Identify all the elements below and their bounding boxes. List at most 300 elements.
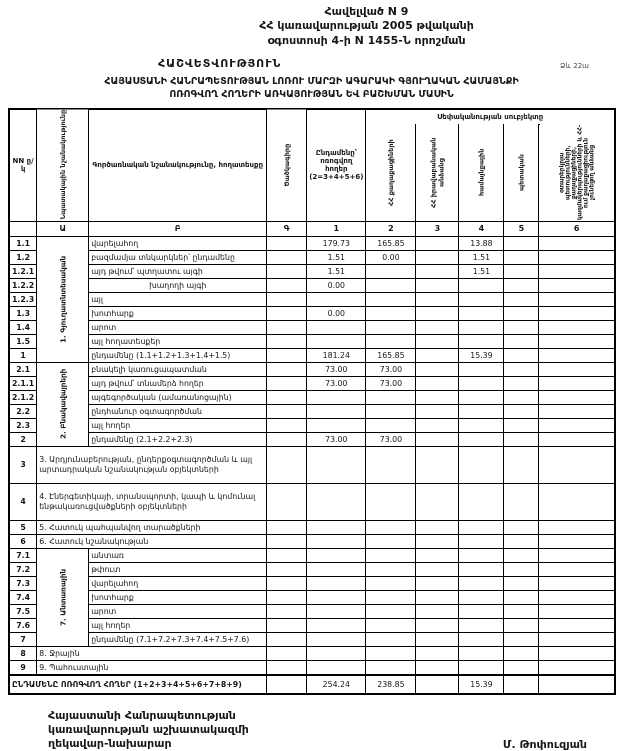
row-number: 3	[9, 446, 37, 483]
value-cell	[504, 376, 539, 390]
value-cell	[307, 618, 366, 632]
value-cell: 238.85	[366, 675, 416, 694]
row-number: 1.2.2	[9, 278, 37, 292]
code-cell	[267, 618, 307, 632]
row-number: 1.2.1	[9, 264, 37, 278]
value-cell	[416, 236, 459, 250]
value-cell	[416, 576, 459, 590]
value-cell	[539, 520, 615, 534]
row-label: խոտհարք	[89, 590, 267, 604]
value-cell	[539, 446, 615, 483]
row-label: այլ հողեր	[89, 418, 267, 432]
table-row	[9, 250, 615, 264]
row-number: 4	[9, 483, 37, 520]
table-row	[9, 418, 615, 432]
value-cell: 1.51	[307, 264, 366, 278]
row-label: 6. Հատուկ նշանակության	[37, 534, 267, 548]
value-cell	[539, 292, 615, 306]
row-label: 5. Հատուկ պահպանվող տարածքների	[37, 520, 267, 534]
value-cell	[504, 404, 539, 418]
value-cell	[307, 548, 366, 562]
value-cell	[366, 590, 416, 604]
code-cell	[267, 306, 307, 320]
value-cell	[459, 562, 504, 576]
table-row	[9, 446, 615, 483]
office-line1: Հայաստանի Հանրապետության	[48, 708, 236, 722]
value-cell	[539, 483, 615, 520]
row-label: այդ թվում՝ պտղատու այգի	[89, 264, 267, 278]
code-cell	[267, 320, 307, 334]
table-row	[9, 306, 615, 320]
row-label: 3. Արդյունաբերության, ընդերքօգտագործման և այլ արտադրական նշանակության օբյեկտների	[37, 446, 267, 483]
table-row	[9, 483, 615, 520]
value-cell	[504, 675, 539, 694]
value-cell	[366, 264, 416, 278]
signature-name: Մ. Թոփուզյան	[502, 738, 587, 751]
code-cell	[267, 675, 307, 694]
column-number: 5	[504, 221, 539, 236]
row-number: 2	[9, 432, 37, 446]
value-cell	[504, 446, 539, 483]
code-cell	[267, 520, 307, 534]
value-cell: 165.85	[366, 348, 416, 362]
value-cell	[307, 604, 366, 618]
table-row	[9, 390, 615, 404]
value-cell	[366, 404, 416, 418]
table-row	[9, 604, 615, 618]
value-cell	[459, 590, 504, 604]
column-number: 1	[307, 221, 366, 236]
value-cell	[459, 306, 504, 320]
report-table-head	[9, 109, 615, 237]
row-number: 7	[9, 632, 37, 646]
value-cell	[504, 362, 539, 376]
value-cell	[366, 418, 416, 432]
value-cell: 73.00	[307, 376, 366, 390]
annex-line1: Հավելված N 9	[324, 5, 409, 18]
value-cell: 181.24	[307, 348, 366, 362]
column-number: Ա	[37, 221, 89, 236]
row-number: 1	[9, 348, 37, 362]
col-header-foreign: օտարերկրյա պետությունների, քաղաքացիների, կազմակերպությունների և ՀՀ-ում քաղաքացիություն չունեցող անձանց	[539, 124, 615, 221]
value-cell	[459, 320, 504, 334]
value-cell	[539, 646, 615, 660]
value-cell	[504, 660, 539, 675]
value-cell	[504, 548, 539, 562]
value-cell	[416, 306, 459, 320]
row-number: 2.2	[9, 404, 37, 418]
value-cell	[504, 520, 539, 534]
value-cell	[307, 390, 366, 404]
value-cell	[539, 562, 615, 576]
value-cell	[504, 632, 539, 646]
value-cell	[504, 264, 539, 278]
code-cell	[267, 548, 307, 562]
value-cell	[504, 590, 539, 604]
row-number: 7.6	[9, 618, 37, 632]
value-cell	[539, 334, 615, 348]
report-label-row	[6, 57, 617, 70]
value-cell: 1.51	[459, 264, 504, 278]
row-number: 7.5	[9, 604, 37, 618]
row-label: այլ հողեր	[89, 618, 267, 632]
value-cell: 1.51	[459, 250, 504, 264]
row-number: 2.3	[9, 418, 37, 432]
value-cell: 15.39	[459, 675, 504, 694]
value-cell	[416, 250, 459, 264]
value-cell	[366, 534, 416, 548]
table-row	[9, 660, 615, 675]
row-number: 2.1	[9, 362, 37, 376]
value-cell	[504, 646, 539, 660]
row-number: 5	[9, 520, 37, 534]
value-cell	[539, 618, 615, 632]
value-cell	[366, 548, 416, 562]
column-number: 4	[459, 221, 504, 236]
value-cell	[539, 548, 615, 562]
annex-line3: օգոստոսի 4-ի N 1455-Ն որոշման	[267, 33, 466, 47]
value-cell	[539, 632, 615, 646]
value-cell	[366, 306, 416, 320]
value-cell: 73.00	[307, 362, 366, 376]
value-cell	[539, 576, 615, 590]
col-header-ownership-group: Սեփականության սուբյեկտը	[366, 109, 615, 125]
table-row	[9, 520, 615, 534]
value-cell	[459, 292, 504, 306]
table-row	[9, 562, 615, 576]
value-cell	[416, 376, 459, 390]
value-cell	[366, 562, 416, 576]
category-group-label: 7. Անտառային	[37, 548, 89, 646]
value-cell	[307, 292, 366, 306]
column-number: 6	[539, 221, 615, 236]
value-cell	[459, 362, 504, 376]
report-label: ՀԱՇՎԵՏՎՈՒԹՅՈՒՆ	[158, 56, 282, 70]
column-number-row	[9, 221, 615, 236]
value-cell	[416, 590, 459, 604]
table-row	[9, 404, 615, 418]
value-cell	[504, 534, 539, 548]
value-cell	[366, 390, 416, 404]
value-cell	[366, 604, 416, 618]
row-number: 1.4	[9, 320, 37, 334]
value-cell	[366, 646, 416, 660]
row-number: 7.2	[9, 562, 37, 576]
row-label: խաղողի այգի	[89, 278, 267, 292]
value-cell: 13.88	[459, 236, 504, 250]
value-cell	[366, 576, 416, 590]
code-cell	[267, 236, 307, 250]
value-cell	[416, 483, 459, 520]
value-cell	[416, 334, 459, 348]
value-cell	[504, 236, 539, 250]
value-cell	[416, 320, 459, 334]
row-label: ընդամենը (7.1+7.2+7.3+7.4+7.5+7.6)	[89, 632, 267, 646]
row-label: ընդհանուր օգտագործման	[89, 404, 267, 418]
table-row	[9, 264, 615, 278]
value-cell	[416, 446, 459, 483]
value-cell	[416, 362, 459, 376]
value-cell	[307, 632, 366, 646]
value-cell	[539, 418, 615, 432]
row-number: 1.1	[9, 236, 37, 250]
value-cell	[539, 278, 615, 292]
row-label: վարելահող	[89, 236, 267, 250]
value-cell	[416, 604, 459, 618]
value-cell	[366, 292, 416, 306]
value-cell	[504, 562, 539, 576]
value-cell	[416, 432, 459, 446]
table-row	[9, 292, 615, 306]
value-cell	[539, 236, 615, 250]
value-cell	[459, 604, 504, 618]
table-row	[9, 432, 615, 446]
row-label: անտառ	[89, 548, 267, 562]
value-cell	[416, 632, 459, 646]
code-cell	[267, 604, 307, 618]
code-cell	[267, 562, 307, 576]
value-cell	[539, 675, 615, 694]
row-number: 7.1	[9, 548, 37, 562]
code-cell	[267, 632, 307, 646]
value-cell	[504, 278, 539, 292]
code-cell	[267, 418, 307, 432]
report-table-body	[9, 236, 615, 694]
code-cell	[267, 432, 307, 446]
table-row	[9, 334, 615, 348]
table-row	[9, 632, 615, 646]
value-cell	[307, 334, 366, 348]
value-cell	[416, 292, 459, 306]
column-number	[9, 221, 37, 236]
value-cell	[307, 446, 366, 483]
footer	[6, 709, 617, 751]
value-cell	[366, 483, 416, 520]
code-cell	[267, 446, 307, 483]
code-cell	[267, 292, 307, 306]
value-cell: 73.00	[366, 432, 416, 446]
value-cell	[307, 646, 366, 660]
value-cell	[416, 348, 459, 362]
row-label: ընդամենը (1.1+1.2+1.3+1.4+1.5)	[89, 348, 267, 362]
category-group-label: 2. Բնակավայրերի	[37, 362, 89, 446]
row-label: ընդամենը (2.1+2.2+2.3)	[89, 432, 267, 446]
grand-total-row	[9, 675, 615, 694]
code-cell	[267, 334, 307, 348]
value-cell	[307, 590, 366, 604]
code-cell	[267, 376, 307, 390]
row-number: 1.3	[9, 306, 37, 320]
value-cell: 73.00	[366, 376, 416, 390]
value-cell	[539, 362, 615, 376]
form-code: Ձև 22ա	[560, 61, 589, 70]
value-cell: 0.00	[307, 306, 366, 320]
table-row	[9, 646, 615, 660]
value-cell	[539, 590, 615, 604]
value-cell	[307, 404, 366, 418]
value-cell: 165.85	[366, 236, 416, 250]
code-cell	[267, 362, 307, 376]
value-cell	[307, 660, 366, 675]
value-cell	[459, 483, 504, 520]
table-row	[9, 590, 615, 604]
office-line3: ղեկավար-նախարար	[48, 737, 172, 751]
table-row	[9, 618, 615, 632]
value-cell	[459, 534, 504, 548]
value-cell	[416, 534, 459, 548]
row-number: 8	[9, 646, 37, 660]
table-row	[9, 236, 615, 250]
row-label: արոտ	[89, 320, 267, 334]
value-cell	[459, 632, 504, 646]
row-label: 4. Էներգետիկայի, տրանսպորտի, կապի և կոմունալ ենթակառուցվածքների օբյեկտների	[37, 483, 267, 520]
value-cell	[459, 376, 504, 390]
value-cell	[416, 660, 459, 675]
value-cell	[504, 292, 539, 306]
value-cell	[459, 432, 504, 446]
row-number: 6	[9, 534, 37, 548]
value-cell	[307, 534, 366, 548]
column-number: 3	[416, 221, 459, 236]
row-label: խոտհարք	[89, 306, 267, 320]
value-cell	[459, 390, 504, 404]
value-cell	[416, 562, 459, 576]
code-cell	[267, 534, 307, 548]
value-cell: 179.73	[307, 236, 366, 250]
table-row	[9, 348, 615, 362]
value-cell	[307, 483, 366, 520]
code-cell	[267, 390, 307, 404]
grand-total-label: ԸՆԴԱՄԵՆԸ ՈՌՈԳՎՈՂ ՀՈՂԵՐ (1+2+3+4+5+6+7+8+9)	[9, 675, 267, 694]
value-cell	[504, 604, 539, 618]
col-header-function: Գործառնական նշանակությունը, հողատեսքը	[89, 109, 267, 222]
value-cell	[366, 660, 416, 675]
table-row	[9, 320, 615, 334]
col-header-communal: համայնքային	[459, 124, 504, 221]
value-cell	[504, 432, 539, 446]
value-cell	[307, 576, 366, 590]
row-number: 7.4	[9, 590, 37, 604]
code-cell	[267, 646, 307, 660]
value-cell	[504, 348, 539, 362]
value-cell	[504, 390, 539, 404]
value-cell	[539, 264, 615, 278]
value-cell	[459, 404, 504, 418]
page-title-line2: ՈՌՈԳՎՈՂ ՀՈՂԵՐԻ ԱՌԿԱՅՈՒԹՅԱՆ ԵՎ ԲԱՇԽՄԱՆ ՄԱՍԻՆ	[169, 88, 454, 100]
office-line2: կառավարության աշխատակազմի	[48, 722, 249, 736]
value-cell	[366, 334, 416, 348]
value-cell	[416, 390, 459, 404]
page-title	[6, 76, 617, 102]
value-cell	[459, 334, 504, 348]
col-header-nn: NN ը/կ	[9, 109, 37, 222]
value-cell	[459, 548, 504, 562]
col-header-purpose: Նպատակային նշանակությունը	[37, 109, 89, 222]
value-cell	[504, 483, 539, 520]
value-cell	[504, 250, 539, 264]
value-cell: 73.00	[366, 362, 416, 376]
value-cell	[366, 520, 416, 534]
value-cell	[307, 418, 366, 432]
value-cell	[539, 404, 615, 418]
table-row	[9, 376, 615, 390]
value-cell	[307, 562, 366, 576]
value-cell	[539, 376, 615, 390]
code-cell	[267, 483, 307, 520]
value-cell	[504, 320, 539, 334]
value-cell	[539, 660, 615, 675]
row-label: 9. Պահուստային	[37, 660, 267, 675]
col-header-code: Ծածկագիրը	[267, 109, 307, 222]
value-cell	[539, 320, 615, 334]
row-number: 2.1.1	[9, 376, 37, 390]
table-row	[9, 278, 615, 292]
row-number: 7.3	[9, 576, 37, 590]
value-cell: 254.24	[307, 675, 366, 694]
value-cell	[504, 576, 539, 590]
value-cell	[504, 334, 539, 348]
value-cell	[459, 618, 504, 632]
annex-line2: ՀՀ կառավարության 2005 թվականի	[259, 19, 474, 33]
value-cell	[459, 418, 504, 432]
col-header-citizens: ՀՀ քաղաքացիների	[366, 124, 416, 221]
value-cell: 0.00	[366, 250, 416, 264]
row-label: թփուտ	[89, 562, 267, 576]
col-header-total: Ընդամենը՝ ոռոգվող հողեր (2=3+4+5+6)	[307, 109, 366, 222]
value-cell	[504, 618, 539, 632]
value-cell: 1.51	[307, 250, 366, 264]
value-cell	[459, 278, 504, 292]
code-cell	[267, 590, 307, 604]
row-label: այլ հողատեսքեր	[89, 334, 267, 348]
value-cell	[459, 660, 504, 675]
row-number: 2.1.2	[9, 390, 37, 404]
column-number: Բ	[89, 221, 267, 236]
row-label: այգեգործական (ամառանոցային)	[89, 390, 267, 404]
page-title-line1: ՀԱՅԱՍՏԱՆԻ ՀԱՆՐԱՊԵՏՈՒԹՅԱՆ ԼՈՌՈՒ ՄԱՐԶԻ ԱԳԱՐԱԿԻ ԳՅՈՒՂԱԿԱՆ ՀԱՄԱՅՆՔԻ	[104, 75, 519, 87]
value-cell	[416, 278, 459, 292]
value-cell: 73.00	[307, 432, 366, 446]
report-table	[8, 108, 616, 695]
value-cell: 15.39	[459, 348, 504, 362]
value-cell	[539, 534, 615, 548]
code-cell	[267, 660, 307, 675]
value-cell	[504, 418, 539, 432]
value-cell	[307, 520, 366, 534]
code-cell	[267, 250, 307, 264]
value-cell	[416, 418, 459, 432]
code-cell	[267, 278, 307, 292]
row-number: 1.2	[9, 250, 37, 264]
code-cell	[267, 404, 307, 418]
table-row	[9, 576, 615, 590]
value-cell	[539, 348, 615, 362]
table-row	[9, 534, 615, 548]
row-label: վարելահող	[89, 576, 267, 590]
col-header-state: պետական	[504, 124, 539, 221]
value-cell	[459, 576, 504, 590]
value-cell	[416, 675, 459, 694]
signing-office	[48, 709, 249, 751]
value-cell	[539, 250, 615, 264]
code-cell	[267, 348, 307, 362]
row-label: այլ	[89, 292, 267, 306]
column-number: Գ	[267, 221, 307, 236]
value-cell	[416, 618, 459, 632]
value-cell	[366, 320, 416, 334]
row-label: 8. Ջրային	[37, 646, 267, 660]
row-number: 1.2.3	[9, 292, 37, 306]
